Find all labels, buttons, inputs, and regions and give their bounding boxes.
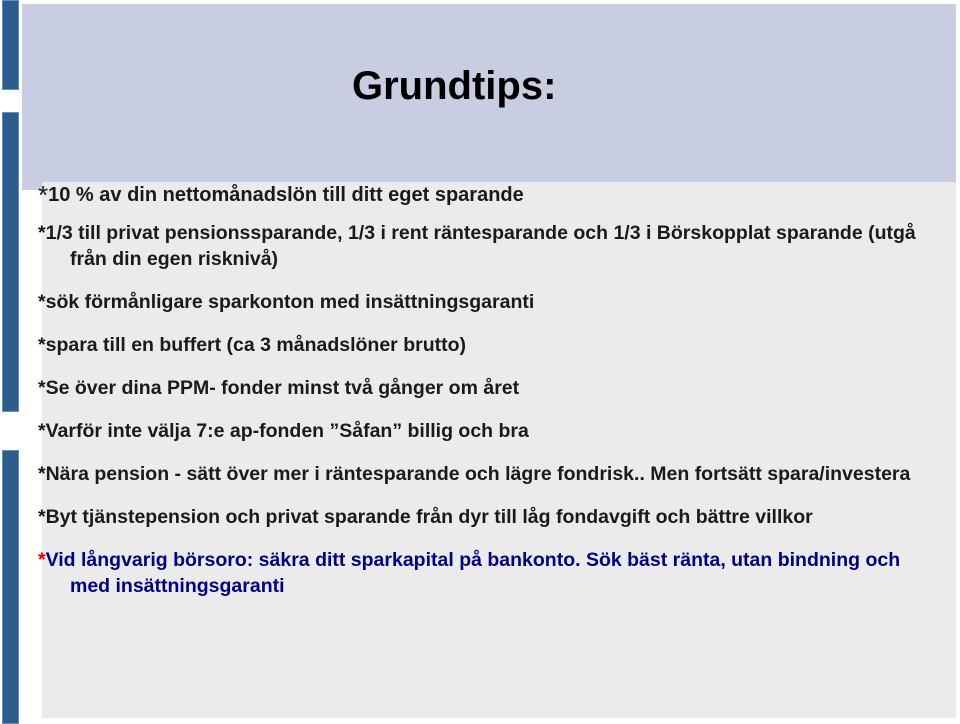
tip-item xyxy=(38,418,938,444)
side-bar-top xyxy=(2,0,19,90)
side-bar-bottom xyxy=(2,450,19,724)
bullet-star: * xyxy=(38,463,46,485)
tip-item xyxy=(38,289,938,315)
bullet-star: * xyxy=(38,334,46,356)
tip-text: spara till en buffert (ca 3 månadslöner brutto) xyxy=(45,334,466,356)
bullet-star: * xyxy=(38,291,46,313)
tip-item xyxy=(38,332,938,358)
bullet-star: * xyxy=(38,377,46,399)
tip-item xyxy=(38,375,938,401)
tip-text: Vid långvarig börsoro: säkra ditt sparkapital på bankonto. Sök bäst ränta, utan bindning och med insättningsgaranti xyxy=(45,549,901,597)
bullet-star: * xyxy=(38,222,46,244)
tip-item xyxy=(38,461,938,487)
tip-item xyxy=(38,182,938,208)
bullet-star: * xyxy=(38,549,46,571)
tip-text: Varför inte välja 7:e ap-fonden ”Såfan” billig och bra xyxy=(45,420,529,442)
tip-text: 10 % av din nettomånadslön till ditt eget sparande xyxy=(48,184,524,206)
bullet-star: * xyxy=(38,180,49,210)
tip-text: 1/3 till privat pensionssparande, 1/3 i rent räntesparande och 1/3 i Börskopplat sparande (utgå från din egen risknivå) xyxy=(45,222,916,270)
tip-item xyxy=(38,504,938,530)
tip-text: Byt tjänstepension och privat sparande från dyr till låg fondavgift och bättre villkor xyxy=(45,506,813,528)
tip-text: Se över dina PPM- fonder minst två gånger om året xyxy=(45,377,520,399)
slide-title: Grundtips: xyxy=(352,64,557,108)
tip-text: Nära pension - sätt över mer i räntesparande och lägre fondrisk.. Men fortsätt spara/investera xyxy=(45,463,911,485)
tips-list xyxy=(38,176,938,599)
bullet-star: * xyxy=(38,506,46,528)
tip-item-highlighted xyxy=(38,547,938,599)
bullet-star: * xyxy=(38,420,46,442)
side-bar-middle xyxy=(2,112,19,412)
tip-item xyxy=(38,220,938,272)
tip-text: sök förmånligare sparkonton med insättningsgaranti xyxy=(45,291,535,313)
